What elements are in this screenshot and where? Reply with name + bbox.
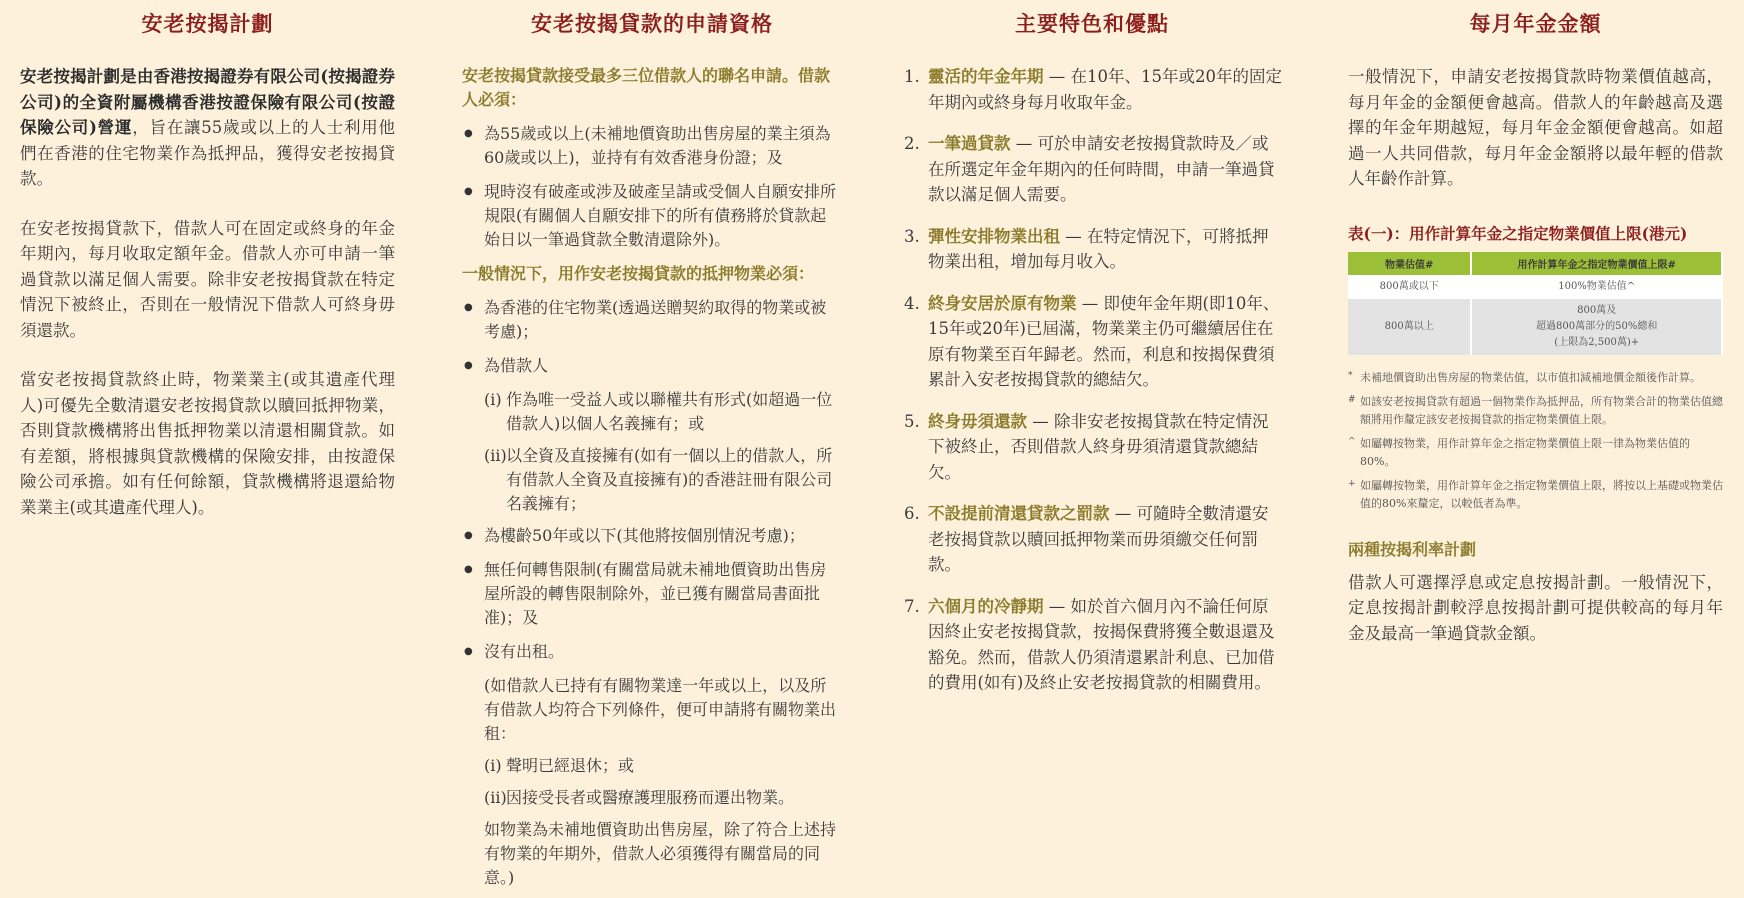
sub-item-text: 聲明已經退休；或: [506, 756, 635, 775]
feature-item: [902, 409, 1282, 486]
feature-text: — 如於首六個月內不論任何原因終止安老按揭貸款，按揭保費將獲全數退還及豁免。然而，借款人仍須清還累計利息、已加借的費用(如有)及終止安老按揭貸款的相關費用。: [928, 596, 1275, 692]
feature-number: 3.: [904, 226, 920, 246]
property-requirements-heading: 一般情況下，用作安老按揭貸款的抵押物業必須：: [462, 264, 815, 283]
feature-heading: 終身毋須還款: [928, 411, 1027, 431]
list-item: ● 現時沒有破產或涉及破產呈請或受個人自願安排所規限(有關個人自願安排下的所有債務將於貸款起始日以一筆過貸款全數清還除外)。: [462, 180, 842, 252]
intro-paragraph: [20, 64, 395, 192]
feature-text: — 可隨時全數清還安老按揭貸款以贖回抵押物業而毋須繳交任何罰款。: [928, 504, 1269, 574]
subsidised-housing-note: 如物業為未補地價資助出售房屋，除了符合上述持有物業的年期外，借款人必須獲得有關當局的同意。): [484, 820, 837, 887]
cell-line: 800萬及: [1577, 304, 1617, 316]
list-item: ● 為借款人: [462, 354, 842, 378]
feature-number: 7.: [904, 596, 920, 616]
feature-item: [902, 594, 1282, 696]
feature-text: — 在特定情況下，可將抵押物業出租，增加每月收入。: [928, 226, 1269, 271]
termination-paragraph: 當安老按揭貸款終止時，物業業主(或其遺產代理人)可優先全數清還安老按揭貸款以贖回抵押物業，否則貸款機構將出售抵押物業以清還相關貸款。如有差額，將根據與貸款機構的保險安排，由按證保險公司承擔。如有任何餘額，貸款機構將退還給物業業主(或其遺產代理人)。: [20, 370, 395, 517]
list-item: ● 為55歲或以上(未補地價資助出售房屋的業主須為60歲或以上)，並持有有效香港身份證；及: [462, 122, 842, 170]
table-cell: 100%物業估值^: [1471, 275, 1722, 299]
footnote: [1348, 435, 1723, 471]
footnote: [1348, 477, 1723, 513]
feature-item: [902, 224, 1282, 275]
sub-item: [462, 388, 842, 436]
cell-line: (上限為2,500萬)+: [1554, 336, 1640, 348]
annuity-amount-paragraph: 一般情況下，申請安老按揭貸款時物業價值越高，每月年金的金額便會越高。借款人的年齡越高及選擇的年金年期越短，每月年金金額便會越高。如超過一人共同借款，每月年金金額將以最年輕的借款人年齡作計算。: [1348, 67, 1723, 188]
intro-text: ，旨在讓55歲或以上的人士利用他們在香港的住宅物業作為抵押品，獲得安老按揭貸款。: [20, 118, 395, 188]
feature-number: 1.: [904, 67, 920, 86]
sub-item-text: 因接受長者或醫療護理服務而遷出物業。: [506, 788, 795, 807]
column-title: 主要特色和優點: [1015, 11, 1169, 36]
column-title: 安老按揭計劃: [141, 11, 274, 36]
footnote: [1348, 393, 1723, 429]
table-header: 用作計算年金之指定物業價值上限#: [1471, 252, 1722, 275]
footnote: [1348, 369, 1723, 387]
feature-item: [902, 131, 1282, 208]
sub-item-number: (ii): [484, 446, 507, 465]
property-requirements-list: [462, 296, 842, 378]
footnotes: [1348, 369, 1723, 513]
column-title: 每月年金金額: [1469, 11, 1602, 36]
table-row: [1348, 299, 1722, 355]
intro-bold-text: 安老按揭計劃是由香港按揭證券有限公司(按揭證券公司)的全資附屬機構香港按證保險有限公司(按證保險公司)營運: [20, 67, 395, 137]
feature-heading: 一筆過貸款: [928, 134, 1011, 153]
features-list: [902, 64, 1282, 696]
sub-item: [462, 754, 842, 778]
table-cell: [1471, 299, 1722, 355]
column-annuity: [1348, 10, 1723, 646]
footnote-mark: *: [1348, 370, 1353, 381]
list-item: ● 為樓齡50年或以下(其他將按個別情況考慮)；: [462, 524, 842, 548]
property-requirements-list-cont: [462, 524, 842, 664]
feature-heading: 靈活的年金年期: [928, 67, 1044, 86]
footnote-text: 如該安老按揭貸款有超過一個物業作為抵押品，所有物業合計的物業估值總額將用作釐定該安老按揭貸款的指定物業價值上限。: [1360, 394, 1723, 426]
feature-number: 5.: [904, 411, 920, 431]
feature-number: 4.: [904, 293, 920, 313]
feature-heading: 不設提前清還貸款之罰款: [928, 504, 1110, 523]
feature-heading: 六個月的冷靜期: [928, 596, 1044, 616]
table-caption: 表(一)：用作計算年金之指定物業價值上限(港元): [1348, 223, 1688, 243]
sub-item-number: (ii): [484, 788, 507, 807]
feature-item: [902, 64, 1282, 115]
list-item: ● 無任何轉售限制(有關當局就未補地價資助出售房屋所設的轉售限制除外，並已獲有關當局書面批准)；及: [462, 558, 842, 630]
footnote-mark: +: [1348, 478, 1356, 489]
sub-item-number: (i): [484, 390, 502, 409]
sub-item: [462, 786, 842, 810]
sub-item-number: (i): [484, 756, 502, 775]
interest-plans-heading: 兩種按揭利率計劃: [1348, 539, 1477, 559]
column-eligibility: [462, 10, 842, 898]
borrower-requirements-list: [462, 122, 842, 252]
sub-item: [462, 444, 842, 516]
feature-text: — 即使年金年期(即10年、15年或20年)已屆滿，物業業主仍可繼續居住在原有物業至百年歸老。然而，利息和按揭保費須累計入安老按揭貸款的總結欠。: [928, 293, 1280, 389]
footnote-text: 如屬轉按物業，用作計算年金之指定物業價值上限一律為物業估值的80%。: [1360, 436, 1690, 468]
feature-item: [902, 291, 1282, 393]
column-title: 安老按揭貸款的申請資格: [531, 11, 773, 36]
feature-number: 2.: [904, 134, 920, 153]
list-item: ● 為香港的住宅物業(透過送贈契約取得的物業或被考慮)；: [462, 296, 842, 344]
column-scheme-intro: [20, 10, 395, 520]
table-cell: 800萬或以下: [1348, 275, 1471, 299]
sub-item-text: 作為唯一受益人或以聯權共有形式(如超過一位借款人)以個人名義擁有；或: [506, 390, 833, 433]
table-header: 物業估值#: [1348, 252, 1471, 275]
footnote-mark: #: [1348, 394, 1356, 405]
rental-note: (如借款人已持有有關物業達一年或以上，以及所有借款人均符合下列條件，便可申請將有關物業出租：: [484, 676, 837, 743]
feature-item: [902, 501, 1282, 578]
column-features: [902, 10, 1282, 712]
cell-line: 超過800萬部分的50%總和: [1536, 320, 1658, 332]
footnote-mark: ^: [1348, 436, 1356, 447]
feature-number: 6.: [904, 504, 920, 523]
property-value-cap-table: [1348, 252, 1723, 355]
table-header-row: [1348, 252, 1722, 275]
footnote-text: 未補地價資助出售房屋的物業估值，以市值扣減補地價金額後作計算。: [1360, 370, 1701, 384]
feature-text: — 可於申請安老按揭貸款時及／或在所選定年金年期內的任何時間，申請一筆過貸款以滿足個人需要。: [928, 134, 1275, 204]
annuity-paragraph: 在安老按揭貸款下，借款人可在固定或終身的年金年期內，每月收取定額年金。借款人亦可申請一筆過貸款以滿足個人需要。除非安老按揭貸款在特定情況下被終止，否則在一般情況下借款人可終身毋須還款。: [20, 218, 395, 340]
feature-text: — 除非安老按揭貸款在特定情況下被終止，否則借款人終身毋須清還貸款總結欠。: [928, 411, 1269, 482]
list-item: ● 沒有出租。: [462, 640, 842, 664]
table-row: [1348, 275, 1722, 299]
feature-heading: 終身安居於原有物業: [928, 293, 1077, 313]
interest-plans-paragraph: 借款人可選擇浮息或定息按揭計劃。一般情況下，定息按揭計劃較浮息按揭計劃可提供較高的每月年金及最高一筆過貸款金額。: [1348, 572, 1723, 643]
borrower-requirements-heading: 安老按揭貸款接受最多三位借款人的聯名申請。借款人必須：: [462, 66, 831, 109]
table-cell: 800萬以上: [1348, 299, 1471, 355]
footnote-text: 如屬轉按物業，用作計算年金之指定物業價值上限，將按以上基礎或物業估值的80%來釐定，以較低者為準。: [1360, 478, 1723, 510]
feature-heading: 彈性安排物業出租: [928, 226, 1060, 246]
feature-text: — 在10年、15年或20年的固定年期內或終身每月收取年金。: [928, 67, 1282, 112]
sub-item-text: 以全資及直接擁有(如有一個以上的借款人，所有借款人全資及直接擁有)的香港註冊有限公司名義擁有；: [506, 446, 833, 513]
